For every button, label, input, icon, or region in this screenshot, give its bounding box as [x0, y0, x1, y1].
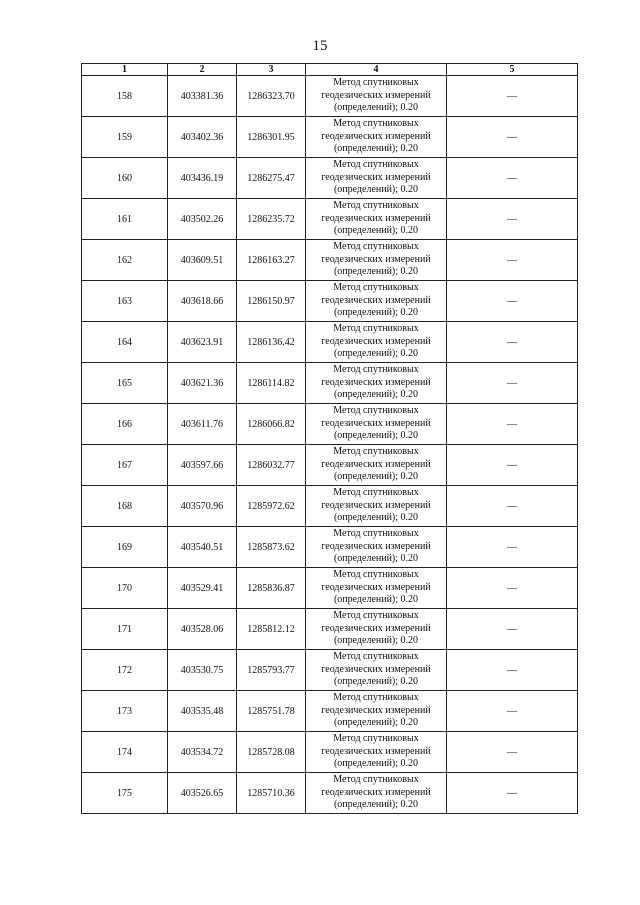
method-line: геодезических измерений	[321, 581, 431, 593]
method-line: Метод спутниковых	[333, 610, 419, 622]
point-number-cell: 175	[82, 773, 168, 814]
method-line: геодезических измерений	[321, 335, 431, 347]
note-cell: —	[447, 650, 578, 691]
table-body	[82, 76, 578, 814]
y-coordinate-cell: 1286163.27	[237, 240, 306, 281]
point-number-cell: 158	[82, 76, 168, 117]
method-cell	[306, 568, 447, 609]
method-line: Метод спутниковых	[333, 569, 419, 581]
method-line: (определений); 0.20	[333, 348, 419, 360]
point-number-cell: 168	[82, 486, 168, 527]
y-coordinate-cell: 1285728.08	[237, 732, 306, 773]
method-cell	[306, 404, 447, 445]
method-line: (определений); 0.20	[333, 594, 419, 606]
point-number-cell: 159	[82, 117, 168, 158]
method-line: геодезических измерений	[321, 294, 431, 306]
method-line: (определений); 0.20	[333, 430, 419, 442]
method-line: геодезических измерений	[321, 622, 431, 634]
x-coordinate-cell: 403528.06	[168, 609, 237, 650]
x-coordinate-cell: 403402.36	[168, 117, 237, 158]
point-number-cell: 171	[82, 609, 168, 650]
table-row	[82, 650, 578, 691]
note-cell: —	[447, 568, 578, 609]
method-line: Метод спутниковых	[333, 446, 419, 458]
table-row	[82, 240, 578, 281]
x-coordinate-cell: 403611.76	[168, 404, 237, 445]
method-line: геодезических измерений	[321, 376, 431, 388]
table-row	[82, 568, 578, 609]
method-line: (определений); 0.20	[333, 717, 419, 729]
x-coordinate-cell: 403570.96	[168, 486, 237, 527]
page-number: 15	[312, 38, 328, 54]
point-number-cell: 169	[82, 527, 168, 568]
method-line: геодезических измерений	[321, 212, 431, 224]
point-number-cell: 165	[82, 363, 168, 404]
note-cell: —	[447, 486, 578, 527]
table-row	[82, 281, 578, 322]
method-line: (определений); 0.20	[333, 184, 419, 196]
note-cell: —	[447, 732, 578, 773]
method-cell	[306, 527, 447, 568]
method-line: геодезических измерений	[321, 663, 431, 675]
x-coordinate-cell: 403529.41	[168, 568, 237, 609]
method-line: геодезических измерений	[321, 540, 431, 552]
table-row	[82, 322, 578, 363]
table-row	[82, 404, 578, 445]
method-cell	[306, 650, 447, 691]
method-line: (определений); 0.20	[333, 143, 419, 155]
y-coordinate-cell: 1285793.77	[237, 650, 306, 691]
method-cell	[306, 76, 447, 117]
method-cell	[306, 322, 447, 363]
y-coordinate-cell: 1286275.47	[237, 158, 306, 199]
method-line: Метод спутниковых	[333, 405, 419, 417]
x-coordinate-cell: 403623.91	[168, 322, 237, 363]
x-coordinate-cell: 403597.66	[168, 445, 237, 486]
y-coordinate-cell: 1285812.12	[237, 609, 306, 650]
x-coordinate-cell: 403621.36	[168, 363, 237, 404]
y-coordinate-cell: 1285710.36	[237, 773, 306, 814]
note-cell: —	[447, 609, 578, 650]
point-number-cell: 166	[82, 404, 168, 445]
note-cell: —	[447, 445, 578, 486]
method-line: геодезических измерений	[321, 89, 431, 101]
x-coordinate-cell: 403526.65	[168, 773, 237, 814]
column-header: 5	[447, 64, 578, 76]
y-coordinate-cell: 1286032.77	[237, 445, 306, 486]
table-row	[82, 445, 578, 486]
column-header: 3	[237, 64, 306, 76]
note-cell: —	[447, 281, 578, 322]
y-coordinate-cell: 1286114.82	[237, 363, 306, 404]
x-coordinate-cell: 403609.51	[168, 240, 237, 281]
table-row	[82, 363, 578, 404]
table-row	[82, 609, 578, 650]
table-row	[82, 527, 578, 568]
method-cell	[306, 158, 447, 199]
table-row	[82, 199, 578, 240]
method-line: геодезических измерений	[321, 786, 431, 798]
y-coordinate-cell: 1285751.78	[237, 691, 306, 732]
method-line: Метод спутниковых	[333, 323, 419, 335]
y-coordinate-cell: 1286301.95	[237, 117, 306, 158]
table-row	[82, 691, 578, 732]
method-line: Метод спутниковых	[333, 528, 419, 540]
method-cell	[306, 240, 447, 281]
table-row	[82, 158, 578, 199]
point-number-cell: 161	[82, 199, 168, 240]
method-line: (определений); 0.20	[333, 471, 419, 483]
note-cell: —	[447, 322, 578, 363]
method-line: геодезических измерений	[321, 130, 431, 142]
method-cell	[306, 486, 447, 527]
point-number-cell: 163	[82, 281, 168, 322]
method-line: геодезических измерений	[321, 458, 431, 470]
method-line: Метод спутниковых	[333, 651, 419, 663]
method-line: Метод спутниковых	[333, 159, 419, 171]
column-header: 4	[306, 64, 447, 76]
method-cell	[306, 363, 447, 404]
method-line: (определений); 0.20	[333, 635, 419, 647]
method-cell	[306, 609, 447, 650]
x-coordinate-cell: 403618.66	[168, 281, 237, 322]
method-line: (определений); 0.20	[333, 225, 419, 237]
note-cell: —	[447, 691, 578, 732]
x-coordinate-cell: 403530.75	[168, 650, 237, 691]
method-line: Метод спутниковых	[333, 774, 419, 786]
y-coordinate-cell: 1286150.97	[237, 281, 306, 322]
table-row	[82, 773, 578, 814]
method-line: геодезических измерений	[321, 253, 431, 265]
method-cell	[306, 117, 447, 158]
method-cell	[306, 691, 447, 732]
note-cell: —	[447, 240, 578, 281]
x-coordinate-cell: 403502.26	[168, 199, 237, 240]
method-line: (определений); 0.20	[333, 799, 419, 811]
column-header: 2	[168, 64, 237, 76]
method-line: (определений); 0.20	[333, 102, 419, 114]
method-cell	[306, 199, 447, 240]
method-line: геодезических измерений	[321, 417, 431, 429]
method-line: геодезических измерений	[321, 704, 431, 716]
point-number-cell: 174	[82, 732, 168, 773]
method-line: (определений); 0.20	[333, 553, 419, 565]
table-row	[82, 117, 578, 158]
method-line: Метод спутниковых	[333, 282, 419, 294]
method-line: геодезических измерений	[321, 745, 431, 757]
method-line: Метод спутниковых	[333, 241, 419, 253]
method-line: Метод спутниковых	[333, 118, 419, 130]
coordinates-table	[81, 63, 578, 814]
column-header: 1	[82, 64, 168, 76]
note-cell: —	[447, 117, 578, 158]
y-coordinate-cell: 1286136.42	[237, 322, 306, 363]
point-number-cell: 173	[82, 691, 168, 732]
method-line: (определений); 0.20	[333, 512, 419, 524]
method-line: геодезических измерений	[321, 171, 431, 183]
method-line: Метод спутниковых	[333, 487, 419, 499]
method-cell	[306, 281, 447, 322]
y-coordinate-cell: 1286323.70	[237, 76, 306, 117]
x-coordinate-cell: 403381.36	[168, 76, 237, 117]
y-coordinate-cell: 1286235.72	[237, 199, 306, 240]
method-line: Метод спутниковых	[333, 733, 419, 745]
method-line: (определений); 0.20	[333, 389, 419, 401]
method-line: (определений); 0.20	[333, 307, 419, 319]
method-line: Метод спутниковых	[333, 77, 419, 89]
method-cell	[306, 732, 447, 773]
note-cell: —	[447, 158, 578, 199]
point-number-cell: 167	[82, 445, 168, 486]
method-line: геодезических измерений	[321, 499, 431, 511]
point-number-cell: 170	[82, 568, 168, 609]
x-coordinate-cell: 403534.72	[168, 732, 237, 773]
method-line: (определений); 0.20	[333, 758, 419, 770]
y-coordinate-cell: 1285873.62	[237, 527, 306, 568]
note-cell: —	[447, 199, 578, 240]
x-coordinate-cell: 403540.51	[168, 527, 237, 568]
point-number-cell: 164	[82, 322, 168, 363]
point-number-cell: 162	[82, 240, 168, 281]
note-cell: —	[447, 363, 578, 404]
y-coordinate-cell: 1286066.82	[237, 404, 306, 445]
table-row	[82, 732, 578, 773]
note-cell: —	[447, 76, 578, 117]
method-line: Метод спутниковых	[333, 364, 419, 376]
y-coordinate-cell: 1285836.87	[237, 568, 306, 609]
y-coordinate-cell: 1285972.62	[237, 486, 306, 527]
method-cell	[306, 773, 447, 814]
x-coordinate-cell: 403436.19	[168, 158, 237, 199]
x-coordinate-cell: 403535.48	[168, 691, 237, 732]
method-cell	[306, 445, 447, 486]
note-cell: —	[447, 527, 578, 568]
note-cell: —	[447, 773, 578, 814]
point-number-cell: 160	[82, 158, 168, 199]
method-line: Метод спутниковых	[333, 200, 419, 212]
method-line: Метод спутниковых	[333, 692, 419, 704]
table-row	[82, 486, 578, 527]
method-line: (определений); 0.20	[333, 266, 419, 278]
table-header-row	[82, 64, 578, 76]
note-cell: —	[447, 404, 578, 445]
point-number-cell: 172	[82, 650, 168, 691]
table-row	[82, 76, 578, 117]
method-line: (определений); 0.20	[333, 676, 419, 688]
